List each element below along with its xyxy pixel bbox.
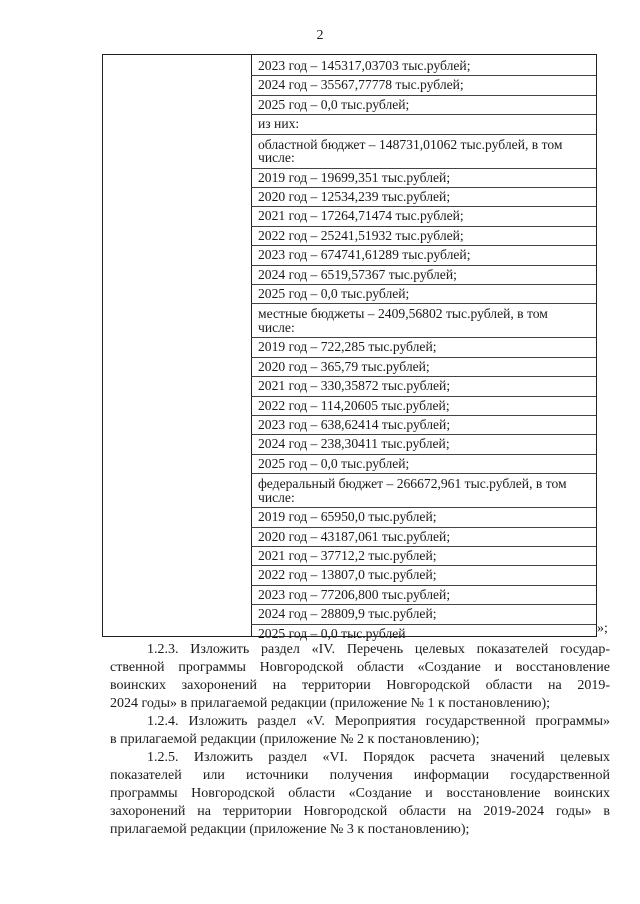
table-row: 2019 год – 722,285 тыс.рублей; (251, 338, 596, 357)
table-row: 2019 год – 65950,0 тыс.рублей; (251, 508, 596, 527)
paragraph-line: ственной программы Новгородской области «Создание и восстановление (110, 660, 610, 675)
table-row: федеральный бюджет – 266672,961 тыс.рублей, в том числе: (251, 474, 596, 508)
table-row: 2024 год – 6519,57367 тыс.рублей; (251, 266, 596, 285)
table-row: 2024 год – 28809,9 тыс.рублей; (251, 605, 596, 624)
table-row: из них: (251, 115, 596, 134)
table-row: 2025 год – 0,0 тыс.рублей; (251, 96, 596, 115)
table-row: 2020 год – 365,79 тыс.рублей; (251, 358, 596, 377)
paragraph-line: воинских захоронений на территории Новгородской области на 2019- (110, 678, 610, 693)
table-row: 2023 год – 674741,61289 тыс.рублей; (251, 246, 596, 265)
paragraph-line: программы Новгородской области «Создание и восстановление воинских (110, 786, 610, 801)
table-row: 2023 год – 145317,03703 тыс.рублей; (251, 57, 596, 76)
paragraph-1-2-5 (110, 749, 610, 839)
paragraph-line: прилагаемой редакции (приложение № 3 к постановлению); (110, 822, 470, 837)
paragraph-1-2-3 (110, 641, 610, 713)
paragraph-line: 1.2.4. Изложить раздел «V. Мероприятия государственной программы» (147, 714, 610, 729)
table-row: 2022 год – 114,20605 тыс.рублей; (251, 397, 596, 416)
paragraph-1-2-4 (110, 713, 610, 749)
page-number: 2 (316, 28, 324, 43)
table-row: 2025 год – 0,0 тыс.рублей (258, 625, 406, 641)
table-row: 2020 год – 43187,061 тыс.рублей; (251, 528, 596, 547)
table-row: 2024 год – 238,30411 тыс.рублей; (251, 435, 596, 454)
table-row: 2023 год – 77206,800 тыс.рублей; (251, 586, 596, 605)
paragraph-line: захоронений на территории Новгородской области на 2019-2024 годы» в (110, 804, 610, 819)
paragraph-line: показателей или источники получения информации государственной (110, 768, 610, 783)
table-row: областной бюджет – 148731,01062 тыс.рублей, в том числе: (251, 135, 596, 169)
table-row: 2025 год – 0,0 тыс.рублей; (251, 455, 596, 474)
table-row: 2022 год – 25241,51932 тыс.рублей; (251, 227, 596, 246)
table-row: 2021 год – 37712,2 тыс.рублей; (251, 547, 596, 566)
paragraph-line: 1.2.5. Изложить раздел «VI. Порядок расчета значений целевых (147, 750, 610, 765)
table-row: 2024 год – 35567,77778 тыс.рублей; (251, 76, 596, 95)
table-row: 2022 год – 13807,0 тыс.рублей; (251, 566, 596, 585)
budget-table (102, 54, 597, 641)
paragraph-line: 2024 годы» в прилагаемой редакции (приложение № 1 к постановлению); (110, 696, 550, 711)
paragraph-line: 1.2.3. Изложить раздел «IV. Перечень целевых показателей государ- (147, 642, 610, 657)
table-row: 2021 год – 17264,71474 тыс.рублей; (251, 207, 596, 226)
table-row: местные бюджеты – 2409,56802 тыс.рублей, в том числе: (251, 304, 596, 338)
table-row: 2021 год – 330,35872 тыс.рублей; (251, 377, 596, 396)
table-row: 2025 год – 0,0 тыс.рублей; (251, 285, 596, 304)
table-row: 2023 год – 638,62414 тыс.рублей; (251, 416, 596, 435)
closing-quote: »; (597, 621, 608, 636)
table-row: 2019 год – 19699,351 тыс.рублей; (251, 169, 596, 188)
table-row: 2020 год – 12534,239 тыс.рублей; (251, 188, 596, 207)
paragraph-line: в прилагаемой редакции (приложение № 2 к постановлению); (110, 732, 480, 747)
